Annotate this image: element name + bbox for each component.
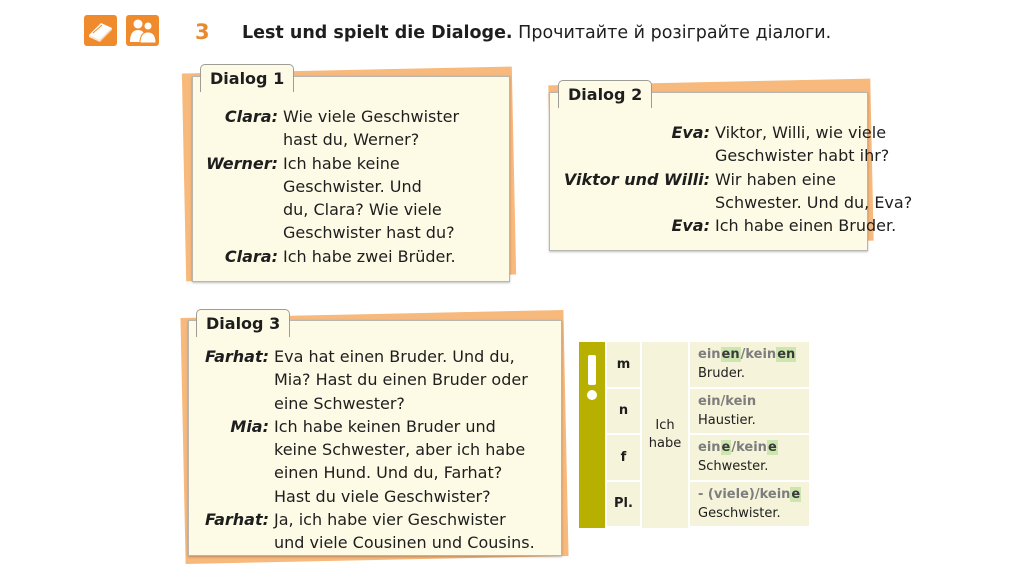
dialog-1-tab: Dialog 1 (200, 64, 294, 92)
speaker-name: Farhat: (204, 510, 269, 530)
dialog-line (196, 392, 535, 415)
dialog-line (196, 508, 535, 531)
line-text: Schwester. Und du, Eva? (715, 192, 913, 212)
dialog-line (557, 144, 912, 167)
article-ending: e (721, 440, 731, 455)
dialog-line (557, 191, 912, 214)
line-text: hast du, Werner? (283, 130, 420, 150)
article: ein (698, 440, 721, 455)
speaker-name (196, 531, 269, 554)
article-ending: en (777, 347, 796, 362)
speaker-name (196, 485, 269, 508)
line-text: Viktor, Willi, wie viele (715, 123, 887, 142)
grammar-form (690, 482, 809, 527)
dialog-line (196, 485, 535, 508)
grammar-gender: n (607, 389, 640, 434)
separator: / (740, 347, 746, 362)
article: ein (698, 393, 721, 409)
line-text: Geschwister. Und (283, 176, 422, 196)
speaker-name: Mia: (230, 416, 269, 436)
dialog-2-tab: Dialog 2 (558, 80, 652, 108)
speaker-name (196, 392, 269, 415)
speaker-name (196, 368, 269, 391)
line-text: Wir haben eine (715, 169, 837, 189)
dialog-line (557, 214, 912, 237)
line-text: Mia? Hast du einen Bruder oder (274, 370, 528, 390)
grammar-noun: Geschwister. (698, 505, 781, 521)
dialog-line (200, 221, 459, 244)
speaker-name (200, 198, 278, 221)
dialog-line (196, 345, 535, 368)
task-title-de: Lest und spielt die Dialoge. (242, 23, 513, 43)
exclamation-icon (579, 342, 605, 528)
dialog-2-lines (557, 121, 912, 237)
article: ein (698, 347, 721, 362)
grammar-verb-cell (642, 342, 688, 528)
grammar-form (690, 342, 809, 387)
grammar-gender: m (607, 342, 640, 387)
grammar-table (579, 342, 809, 528)
line-text: Ich habe keinen Bruder und (274, 416, 496, 436)
speaker-name: Farhat: (204, 347, 269, 366)
line-text: eine Schwester? (274, 393, 405, 413)
speaker-name (557, 144, 710, 167)
line-text: Ich habe einen Bruder. (715, 216, 897, 236)
article-ending: en (721, 347, 740, 362)
article: kein (759, 486, 791, 502)
separator: / (720, 393, 726, 409)
line-text: du, Clara? Wie viele (283, 200, 442, 220)
dialog-line (557, 168, 912, 191)
dialog-3-lines (196, 345, 535, 555)
separator: / (754, 486, 760, 502)
speaker-name: Eva: (671, 216, 710, 236)
grammar-form (690, 435, 809, 480)
article: kein (736, 440, 767, 455)
grammar-noun: Haustier. (698, 412, 756, 428)
grammar-noun: Bruder. (698, 366, 746, 381)
dialog-line (200, 245, 459, 268)
task-title-uk: Прочитайте й розіграйте діалоги. (518, 23, 832, 43)
dialog-line (557, 121, 912, 144)
dialog-1-lines (200, 105, 459, 268)
separator: / (731, 440, 737, 455)
dialog-line (196, 438, 535, 461)
speaker-name: Eva: (671, 123, 710, 142)
grammar-gender: f (607, 435, 640, 480)
line-text: Geschwister habt ihr? (715, 146, 890, 166)
article: kein (745, 347, 777, 362)
line-text: Wie viele Geschwister (283, 107, 460, 126)
dialog-line (200, 152, 459, 175)
speaker-name: Viktor und Willi: (563, 169, 710, 189)
line-text: keine Schwester, aber ich habe (274, 440, 526, 460)
pair-work-icon (126, 15, 159, 46)
dialog-line (196, 531, 535, 554)
grammar-verb: Ich habe (648, 418, 682, 451)
dialog-3-tab: Dialog 3 (196, 309, 290, 337)
dialog-line (196, 368, 535, 391)
line-text: Eva hat einen Bruder. Und du, (274, 347, 515, 366)
dialog-line (200, 105, 459, 128)
article-ending: e (791, 486, 801, 502)
task-title (242, 23, 831, 43)
speaker-name (557, 191, 710, 214)
article-ending: e (767, 440, 777, 455)
speaker-name: Werner: (206, 153, 278, 173)
article: kein (725, 393, 757, 409)
line-text: Ich habe zwei Brüder. (283, 246, 456, 266)
line-text: einen Hund. Und du, Farhat? (274, 463, 503, 483)
grammar-noun: Schwester. (698, 459, 769, 474)
line-text: und viele Cousinen und Cousins. (274, 533, 535, 553)
speaker-name (200, 221, 278, 244)
dialog-line (196, 461, 535, 484)
line-text: Geschwister hast du? (283, 223, 455, 243)
line-text: Ich habe keine (283, 153, 400, 173)
speaker-name (200, 128, 278, 151)
book-icon (84, 15, 117, 46)
grammar-form (690, 389, 809, 434)
article: - (viele) (698, 486, 755, 502)
line-text: Ja, ich habe vier Geschwister (274, 510, 506, 530)
dialog-line (200, 175, 459, 198)
dialog-line (200, 128, 459, 151)
speaker-name: Clara: (224, 107, 278, 126)
dialog-line (200, 198, 459, 221)
speaker-name (196, 461, 269, 484)
task-number: 3 (195, 20, 210, 44)
speaker-name (200, 175, 278, 198)
speaker-name (196, 438, 269, 461)
grammar-gender: Pl. (607, 482, 640, 527)
dialog-line (196, 415, 535, 438)
speaker-name: Clara: (224, 246, 278, 266)
line-text: Hast du viele Geschwister? (274, 486, 491, 506)
